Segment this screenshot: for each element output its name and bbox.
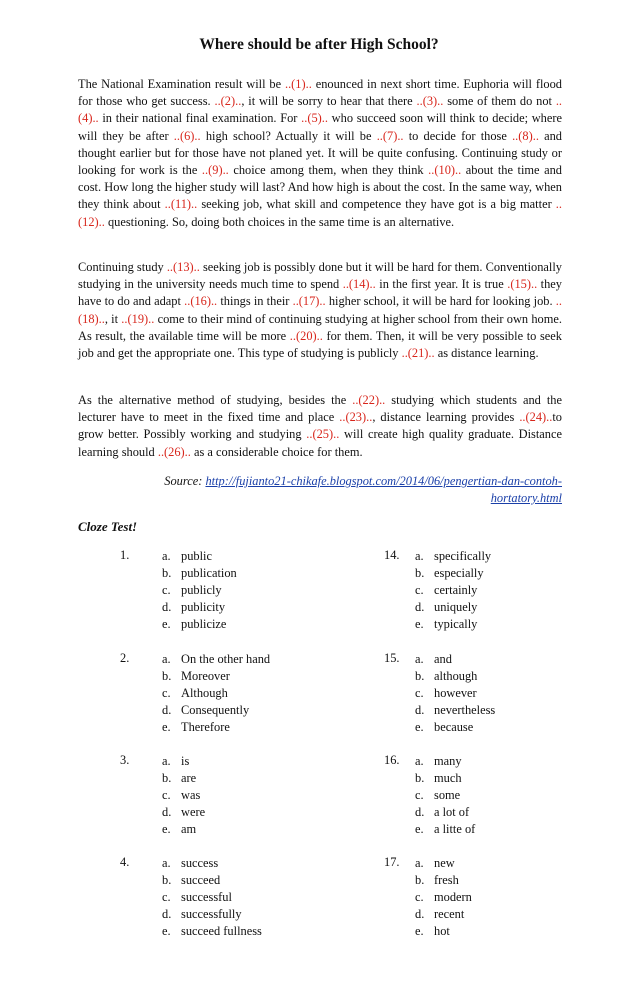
paragraph-text: for them. Then, it will be very possible to seek job and get the appropriate one. This type of studying is publicly <box>78 328 562 361</box>
paragraph-2 <box>78 259 562 362</box>
paragraph-text: The National Examination result will be <box>78 77 285 91</box>
answer-option <box>415 702 495 719</box>
option-letter: c. <box>162 788 171 802</box>
option-text: many <box>434 754 462 768</box>
option-letter: b. <box>415 873 425 887</box>
option-text: hot <box>434 924 450 938</box>
paragraph-text: seeking job, what skill and competence they have got is a big matter <box>197 197 556 212</box>
answer-option <box>415 923 472 940</box>
blank-marker: ..(6).. <box>173 128 201 143</box>
answer-options <box>162 753 205 838</box>
option-text: Consequently <box>181 703 250 717</box>
answer-option <box>162 548 237 565</box>
paragraph-text: , it <box>104 311 122 326</box>
paragraph-text: some of them do not <box>443 94 556 109</box>
paragraph-text: Continuing study <box>78 260 167 274</box>
option-text: am <box>181 822 197 836</box>
option-letter: c. <box>415 890 424 904</box>
answer-option <box>162 923 262 940</box>
blank-marker: ..(18).. <box>78 294 562 326</box>
blank-marker: ..(3).. <box>416 94 444 109</box>
option-text: much <box>434 771 462 785</box>
answer-option <box>415 906 472 923</box>
cloze-test-heading: Cloze Test! <box>78 519 138 534</box>
option-letter: a. <box>162 549 171 563</box>
question-number: 15. <box>384 651 400 665</box>
answer-option <box>162 821 205 838</box>
option-letter: e. <box>415 720 424 734</box>
answer-options <box>162 855 262 940</box>
option-letter: e. <box>415 924 424 938</box>
blank-marker: .(15).. <box>507 277 538 292</box>
paragraph-text: choice among them, when they think <box>228 163 429 178</box>
blank-marker: ..(8).. <box>512 128 539 143</box>
option-letter: d. <box>162 600 172 614</box>
paragraph-text: as distance learning. <box>434 346 539 361</box>
option-letter: b. <box>415 566 425 580</box>
option-text: successful <box>181 890 232 904</box>
option-text: recent <box>434 907 465 921</box>
option-text: especially <box>434 566 484 580</box>
answer-option <box>415 787 475 804</box>
blank-marker: ..(1).. <box>284 77 312 91</box>
paragraph-text: high school? Actually it will be <box>200 128 377 143</box>
option-text: succeed fullness <box>181 924 262 938</box>
paragraph-text: higher school, it will be hard for looking job. <box>325 294 556 309</box>
blank-marker: ..(14).. <box>342 277 376 292</box>
option-text: new <box>434 856 455 870</box>
option-text: is <box>181 754 190 768</box>
paragraph-text: in their national final examination. For <box>98 111 302 126</box>
answer-option <box>162 685 270 702</box>
answer-option <box>415 855 472 872</box>
option-text: some <box>434 788 461 802</box>
option-letter: d. <box>415 907 425 921</box>
answer-option <box>162 651 270 668</box>
option-text: specifically <box>434 549 492 563</box>
document-title: Where should be after High School? <box>199 36 439 53</box>
option-letter: b. <box>162 669 172 683</box>
option-letter: a. <box>415 754 424 768</box>
option-text: publication <box>181 566 237 580</box>
answer-option <box>162 906 262 923</box>
option-text: although <box>434 669 478 683</box>
source-label: Source: <box>164 474 203 488</box>
option-letter: c. <box>415 583 424 597</box>
option-letter: e. <box>162 720 171 734</box>
answer-option <box>162 804 205 821</box>
option-letter: c. <box>162 583 171 597</box>
answer-option <box>415 770 475 787</box>
option-letter: d. <box>415 600 425 614</box>
answer-options <box>162 548 237 633</box>
paragraph-3 <box>78 392 562 461</box>
option-text: publicity <box>181 600 226 614</box>
answer-option <box>162 770 205 787</box>
option-letter: c. <box>415 686 424 700</box>
option-text: however <box>434 686 477 700</box>
option-text: succeed <box>181 873 221 887</box>
option-letter: b. <box>162 771 172 785</box>
blank-marker: ..(13).. <box>166 260 200 274</box>
option-letter: a. <box>415 856 424 870</box>
blank-marker: ..(21).. <box>401 346 435 361</box>
option-text: was <box>181 788 201 802</box>
paragraph-text: in the first year. It is true <box>375 277 508 292</box>
answer-option <box>162 668 270 685</box>
answer-option <box>162 855 262 872</box>
option-letter: c. <box>415 788 424 802</box>
answer-option <box>415 599 491 616</box>
blank-marker: ..(16).. <box>184 294 218 309</box>
paragraph-text: as a considerable choice for them. <box>190 444 363 459</box>
blank-marker: ..(2).. <box>214 94 242 109</box>
answer-option <box>415 719 495 736</box>
blank-marker: ..(19).. <box>121 311 155 326</box>
blank-marker: ..(20).. <box>289 328 323 343</box>
answer-option <box>415 651 495 668</box>
paragraph-text: to grow better. Possibly working and studying <box>78 410 562 442</box>
blank-marker: ..(4).. <box>78 94 563 126</box>
question-number: 4. <box>120 855 130 869</box>
answer-option <box>415 821 475 838</box>
question-number: 16. <box>384 753 400 767</box>
option-letter: a. <box>415 549 424 563</box>
source-link[interactable]: http://fujianto21-chikafe.blogspot.com/2014/06/pengertian-dan-contoh-hortatory.html <box>205 474 562 505</box>
option-letter: d. <box>162 703 172 717</box>
blank-marker: ..(11).. <box>164 197 198 212</box>
option-letter: e. <box>162 924 171 938</box>
blank-marker: ..(25).. <box>306 427 340 442</box>
answer-option <box>415 582 491 599</box>
option-text: are <box>181 771 197 785</box>
answer-options <box>162 651 270 736</box>
paragraph-text: things in their <box>217 294 293 309</box>
option-text: On the other hand <box>181 652 271 666</box>
answer-option <box>162 787 205 804</box>
option-letter: b. <box>415 771 425 785</box>
option-letter: a. <box>415 652 424 666</box>
blank-marker: ..(10).. <box>428 163 462 178</box>
option-text: success <box>181 856 219 870</box>
option-text: modern <box>434 890 472 904</box>
paragraph-text: As the alternative method of studying, besides the <box>78 393 353 407</box>
option-text: because <box>434 720 474 734</box>
answer-options <box>415 855 472 940</box>
blank-marker: ..(23).. <box>339 410 373 425</box>
option-text: Although <box>181 686 228 700</box>
paragraph-text: they have to do and adapt <box>78 277 562 309</box>
option-letter: b. <box>162 873 172 887</box>
paragraph-text: studying which students and the lecturer have to meet in the fixed time and place <box>78 393 562 425</box>
paragraph-text: enounced in next short time. Euphoria will flood for those who get success. <box>78 77 563 109</box>
answer-option <box>162 582 237 599</box>
paragraph-text: , distance learning provides <box>372 410 520 425</box>
answer-option <box>162 616 237 633</box>
question-number: 14. <box>384 548 400 562</box>
paragraph-text: will create high quality graduate. Distance learning should <box>78 427 562 459</box>
option-text: Therefore <box>181 720 230 734</box>
paragraph-text: seeking job is possibly done but it will be hard for them. Conventionally studying in the university needs much time to spend <box>78 260 562 292</box>
blank-marker: ..(24).. <box>519 410 553 425</box>
answer-option <box>415 804 475 821</box>
paragraph-text: about the time and cost. How long the higher study will last? And how high is about the cost. In the same way, when they think about <box>78 163 562 212</box>
paragraph-text: who succeed soon will think to decide; where will they be after <box>78 111 563 143</box>
option-letter: a. <box>162 856 171 870</box>
answer-option <box>415 565 491 582</box>
option-letter: e. <box>162 617 171 631</box>
answer-option <box>415 889 472 906</box>
answer-options <box>415 753 475 838</box>
answer-options <box>415 548 491 633</box>
answer-option <box>162 872 262 889</box>
paragraph-text: questioning. So, doing both choices in the same time is an alternative. <box>104 214 455 229</box>
answer-option <box>415 548 491 565</box>
blank-marker: ..(22).. <box>352 393 386 407</box>
answer-option <box>162 599 237 616</box>
answer-option <box>162 719 270 736</box>
option-text: successfully <box>181 907 242 921</box>
option-text: public <box>181 549 212 563</box>
option-letter: c. <box>162 686 171 700</box>
option-letter: d. <box>415 805 425 819</box>
blank-marker: ..(12).. <box>78 197 562 229</box>
blank-marker: ..(17).. <box>292 294 326 309</box>
option-letter: a. <box>162 754 171 768</box>
option-text: publicly <box>181 583 222 597</box>
option-letter: c. <box>162 890 171 904</box>
answer-option <box>162 753 205 770</box>
question-number: 2. <box>120 651 130 665</box>
option-letter: b. <box>415 669 425 683</box>
paragraph-text: come to their mind of continuing studying at higher school from their own home. As result, the available time will be more <box>78 311 562 343</box>
option-text: a litte of <box>434 822 476 836</box>
option-text: certainly <box>434 583 478 597</box>
answer-option <box>162 565 237 582</box>
option-text: typically <box>434 617 478 631</box>
paragraph-1 <box>78 76 562 231</box>
blank-marker: ..(7).. <box>376 128 404 143</box>
question-number: 1. <box>120 548 130 562</box>
option-letter: b. <box>162 566 172 580</box>
answer-option <box>415 872 472 889</box>
option-letter: d. <box>162 907 172 921</box>
answer-options <box>415 651 495 736</box>
option-letter: d. <box>162 805 172 819</box>
option-letter: d. <box>415 703 425 717</box>
option-text: publicize <box>181 617 227 631</box>
paragraph-text: , it will be sorry to hear that there <box>241 94 417 109</box>
option-letter: e. <box>162 822 171 836</box>
option-letter: e. <box>415 617 424 631</box>
answer-option <box>415 668 495 685</box>
option-letter: e. <box>415 822 424 836</box>
option-text: Moreover <box>181 669 230 683</box>
source-citation <box>150 473 562 507</box>
answer-option <box>162 702 270 719</box>
paragraph-text: and thought earlier but for those have not planed yet. It will be quite confusing. Continuing study or looking for work is the <box>78 128 563 178</box>
paragraph-text: to decide for those <box>403 128 513 143</box>
answer-option <box>415 616 491 633</box>
option-text: a lot of <box>434 805 470 819</box>
question-number: 3. <box>120 753 130 767</box>
answer-option <box>162 889 262 906</box>
answer-option <box>415 753 475 770</box>
option-text: were <box>181 805 206 819</box>
answer-option <box>415 685 495 702</box>
blank-marker: ..(26).. <box>157 444 191 459</box>
question-number: 17. <box>384 855 400 869</box>
option-text: uniquely <box>434 600 478 614</box>
blank-marker: ..(9).. <box>201 163 229 178</box>
option-text: fresh <box>434 873 459 887</box>
option-text: nevertheless <box>434 703 496 717</box>
blank-marker: ..(5).. <box>301 111 328 126</box>
option-text: and <box>434 652 452 666</box>
option-letter: a. <box>162 652 171 666</box>
